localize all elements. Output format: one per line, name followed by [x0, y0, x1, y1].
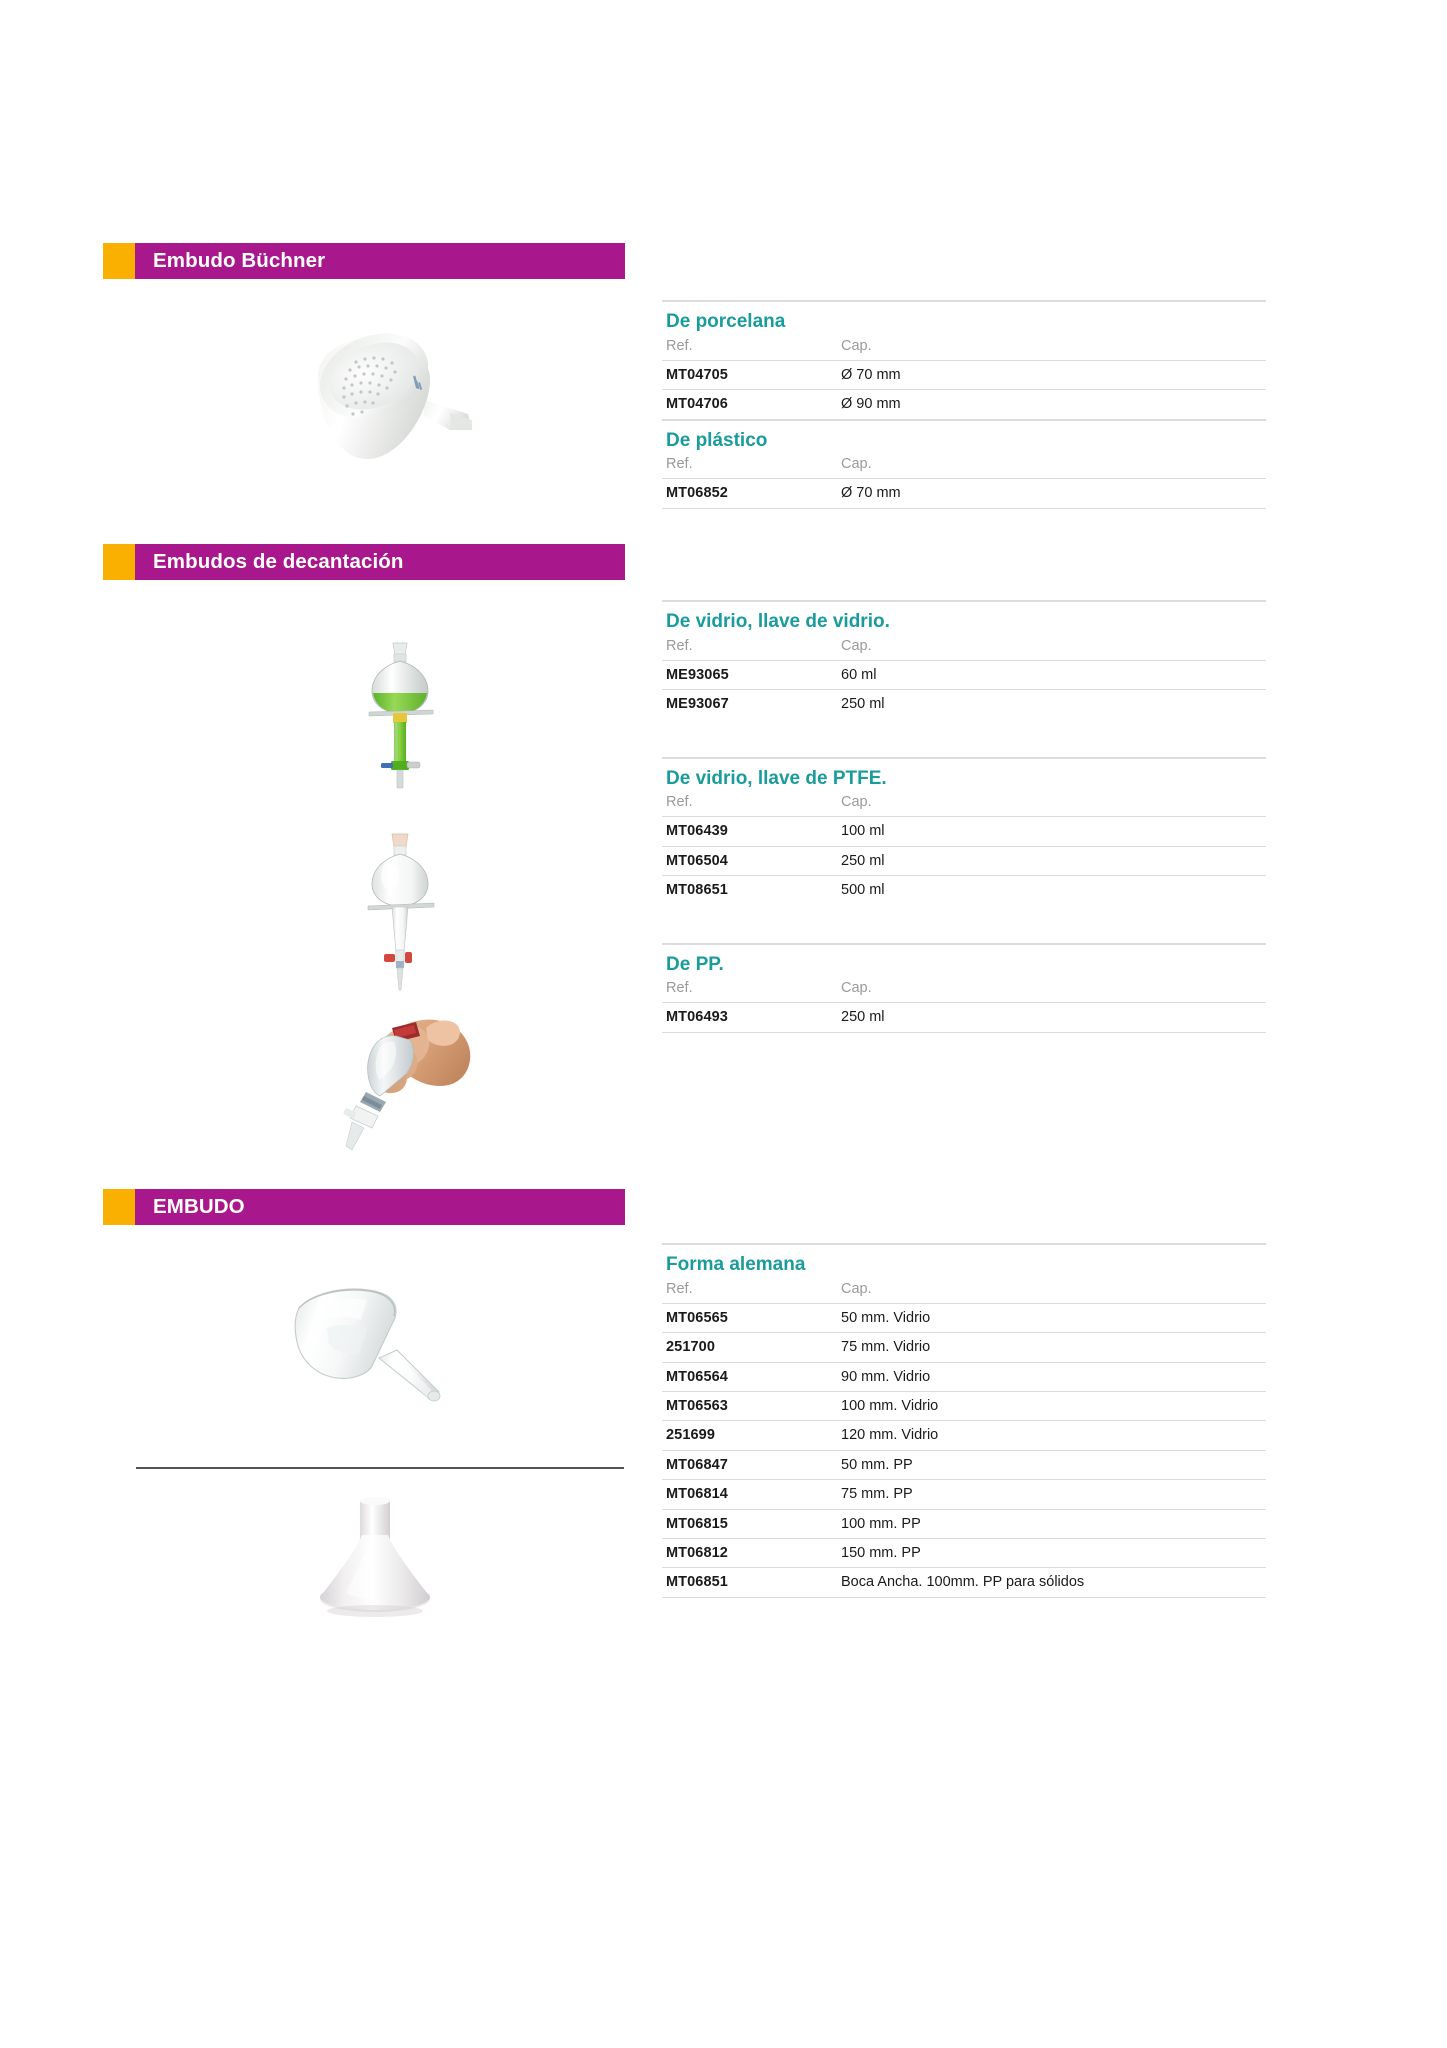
column-header-ref: Ref. [666, 1280, 693, 1297]
group-heading-row [662, 601, 1266, 635]
column-header-row [662, 791, 1266, 817]
cell-ref: MT06564 [662, 1362, 837, 1391]
cell-cap: 100 mm. Vidrio [837, 1392, 1266, 1421]
column-header-cap: Cap. [841, 637, 872, 654]
group-heading: De PP. [662, 944, 1266, 978]
group-heading-row [662, 944, 1266, 978]
table-row [662, 1362, 1266, 1391]
section-banner-embudo-buchner [103, 243, 625, 279]
table-row [662, 846, 1266, 875]
column-header-cap: Cap. [841, 980, 872, 997]
spec-table-embudo [662, 1243, 1266, 1598]
column-header-cap: Cap. [841, 456, 872, 473]
table-row [662, 876, 1266, 905]
cell-cap: 50 mm. Vidrio [837, 1303, 1266, 1332]
cell-ref: ME93065 [662, 660, 837, 689]
column-header-row [662, 1278, 1266, 1304]
funnel-german-form-glass-photo [275, 1280, 475, 1410]
table-bottom-rule [662, 1032, 1266, 1033]
table-bottom-rule [662, 1597, 1266, 1598]
cell-ref: MT06812 [662, 1538, 837, 1567]
funnel-german-form-pp-photo [300, 1495, 450, 1620]
separatory-funnel-pp-hand-photo [330, 1010, 490, 1165]
separatory-funnel-ptfe-stopcock-photo [352, 830, 447, 995]
section-title: EMBUDO [153, 1194, 245, 1218]
section-banner-embudo [103, 1189, 625, 1225]
cell-ref: MT04705 [662, 360, 837, 389]
section-title: Embudo Büchner [153, 248, 326, 272]
table-row [662, 1333, 1266, 1362]
column-header-cap: Cap. [841, 794, 872, 811]
group-heading-row [662, 301, 1266, 335]
buchner-funnel-porcelain-photo [300, 330, 520, 470]
column-header-ref: Ref. [666, 337, 693, 354]
cell-cap: Ø 90 mm [837, 390, 1266, 420]
cell-ref: MT06565 [662, 1303, 837, 1332]
table-row [662, 479, 1266, 508]
section-title: Embudos de decantación [153, 549, 404, 573]
column-header-ref: Ref. [666, 980, 693, 997]
banner-bar [135, 544, 625, 580]
group-heading: De vidrio, llave de vidrio. [662, 601, 1266, 635]
cell-cap: 250 ml [837, 1003, 1266, 1032]
section-banner-embudos-de-decantacion [103, 544, 625, 580]
cell-cap: 250 ml [837, 690, 1266, 719]
cell-cap: 60 ml [837, 660, 1266, 689]
table-row [662, 1538, 1266, 1567]
table-row [662, 1450, 1266, 1479]
table-row [662, 817, 1266, 846]
photo-divider [136, 1467, 624, 1469]
column-header-row [662, 977, 1266, 1003]
cell-cap: 75 mm. Vidrio [837, 1333, 1266, 1362]
group-heading-row [662, 1244, 1266, 1278]
table-row [662, 1480, 1266, 1509]
table-bottom-rule [662, 508, 1266, 509]
cell-ref: 251699 [662, 1421, 837, 1450]
table-row [662, 360, 1266, 389]
cell-ref: MT06493 [662, 1003, 837, 1032]
cell-ref: MT06851 [662, 1568, 837, 1597]
table-row [662, 1003, 1266, 1032]
cell-cap: 75 mm. PP [837, 1480, 1266, 1509]
column-header-row [662, 635, 1266, 661]
group-heading: De porcelana [662, 301, 1266, 335]
column-header-row [662, 453, 1266, 479]
banner-accent-swatch [103, 243, 135, 279]
cell-ref: MT06852 [662, 479, 837, 508]
group-heading-row [662, 758, 1266, 792]
group-spacer [662, 719, 1266, 758]
cell-cap: 500 ml [837, 876, 1266, 905]
cell-ref: MT06563 [662, 1392, 837, 1421]
group-heading: De vidrio, llave de PTFE. [662, 758, 1266, 792]
cell-ref: MT06439 [662, 817, 837, 846]
spec-table-embudo-buchner [662, 300, 1266, 509]
table-row [662, 1568, 1266, 1597]
banner-accent-swatch [103, 544, 135, 580]
column-header-cap: Cap. [841, 337, 872, 354]
table-row [662, 1509, 1266, 1538]
cell-cap: 250 ml [837, 846, 1266, 875]
table-row [662, 1303, 1266, 1332]
column-header-row [662, 335, 1266, 361]
table-row [662, 1392, 1266, 1421]
table-row [662, 690, 1266, 719]
cell-cap: 100 ml [837, 817, 1266, 846]
table-row [662, 1421, 1266, 1450]
column-header-ref: Ref. [666, 456, 693, 473]
banner-accent-swatch [103, 1189, 135, 1225]
table-row [662, 660, 1266, 689]
group-heading-row [662, 420, 1266, 454]
banner-bar [135, 1189, 625, 1225]
cell-ref: MT06815 [662, 1509, 837, 1538]
column-header-ref: Ref. [666, 637, 693, 654]
cell-ref: ME93067 [662, 690, 837, 719]
cell-cap: 50 mm. PP [837, 1450, 1266, 1479]
cell-cap: 90 mm. Vidrio [837, 1362, 1266, 1391]
cell-cap: Boca Ancha. 100mm. PP para sólidos [837, 1568, 1266, 1597]
column-header-cap: Cap. [841, 1280, 872, 1297]
cell-cap: Ø 70 mm [837, 360, 1266, 389]
cell-ref: MT06504 [662, 846, 837, 875]
column-header-ref: Ref. [666, 794, 693, 811]
cell-cap: 150 mm. PP [837, 1538, 1266, 1567]
separatory-funnel-glass-stopcock-photo [355, 640, 445, 790]
banner-bar [135, 243, 625, 279]
group-heading: Forma alemana [662, 1244, 1266, 1278]
cell-cap: 100 mm. PP [837, 1509, 1266, 1538]
cell-cap: Ø 70 mm [837, 479, 1266, 508]
cell-ref: MT04706 [662, 390, 837, 420]
cell-ref: 251700 [662, 1333, 837, 1362]
table-row [662, 390, 1266, 420]
cell-ref: MT06847 [662, 1450, 837, 1479]
group-heading: De plástico [662, 420, 1266, 454]
group-spacer [662, 905, 1266, 944]
cell-cap: 120 mm. Vidrio [837, 1421, 1266, 1450]
cell-ref: MT06814 [662, 1480, 837, 1509]
spec-table-embudos-de-decantacion [662, 600, 1266, 1033]
cell-ref: MT08651 [662, 876, 837, 905]
